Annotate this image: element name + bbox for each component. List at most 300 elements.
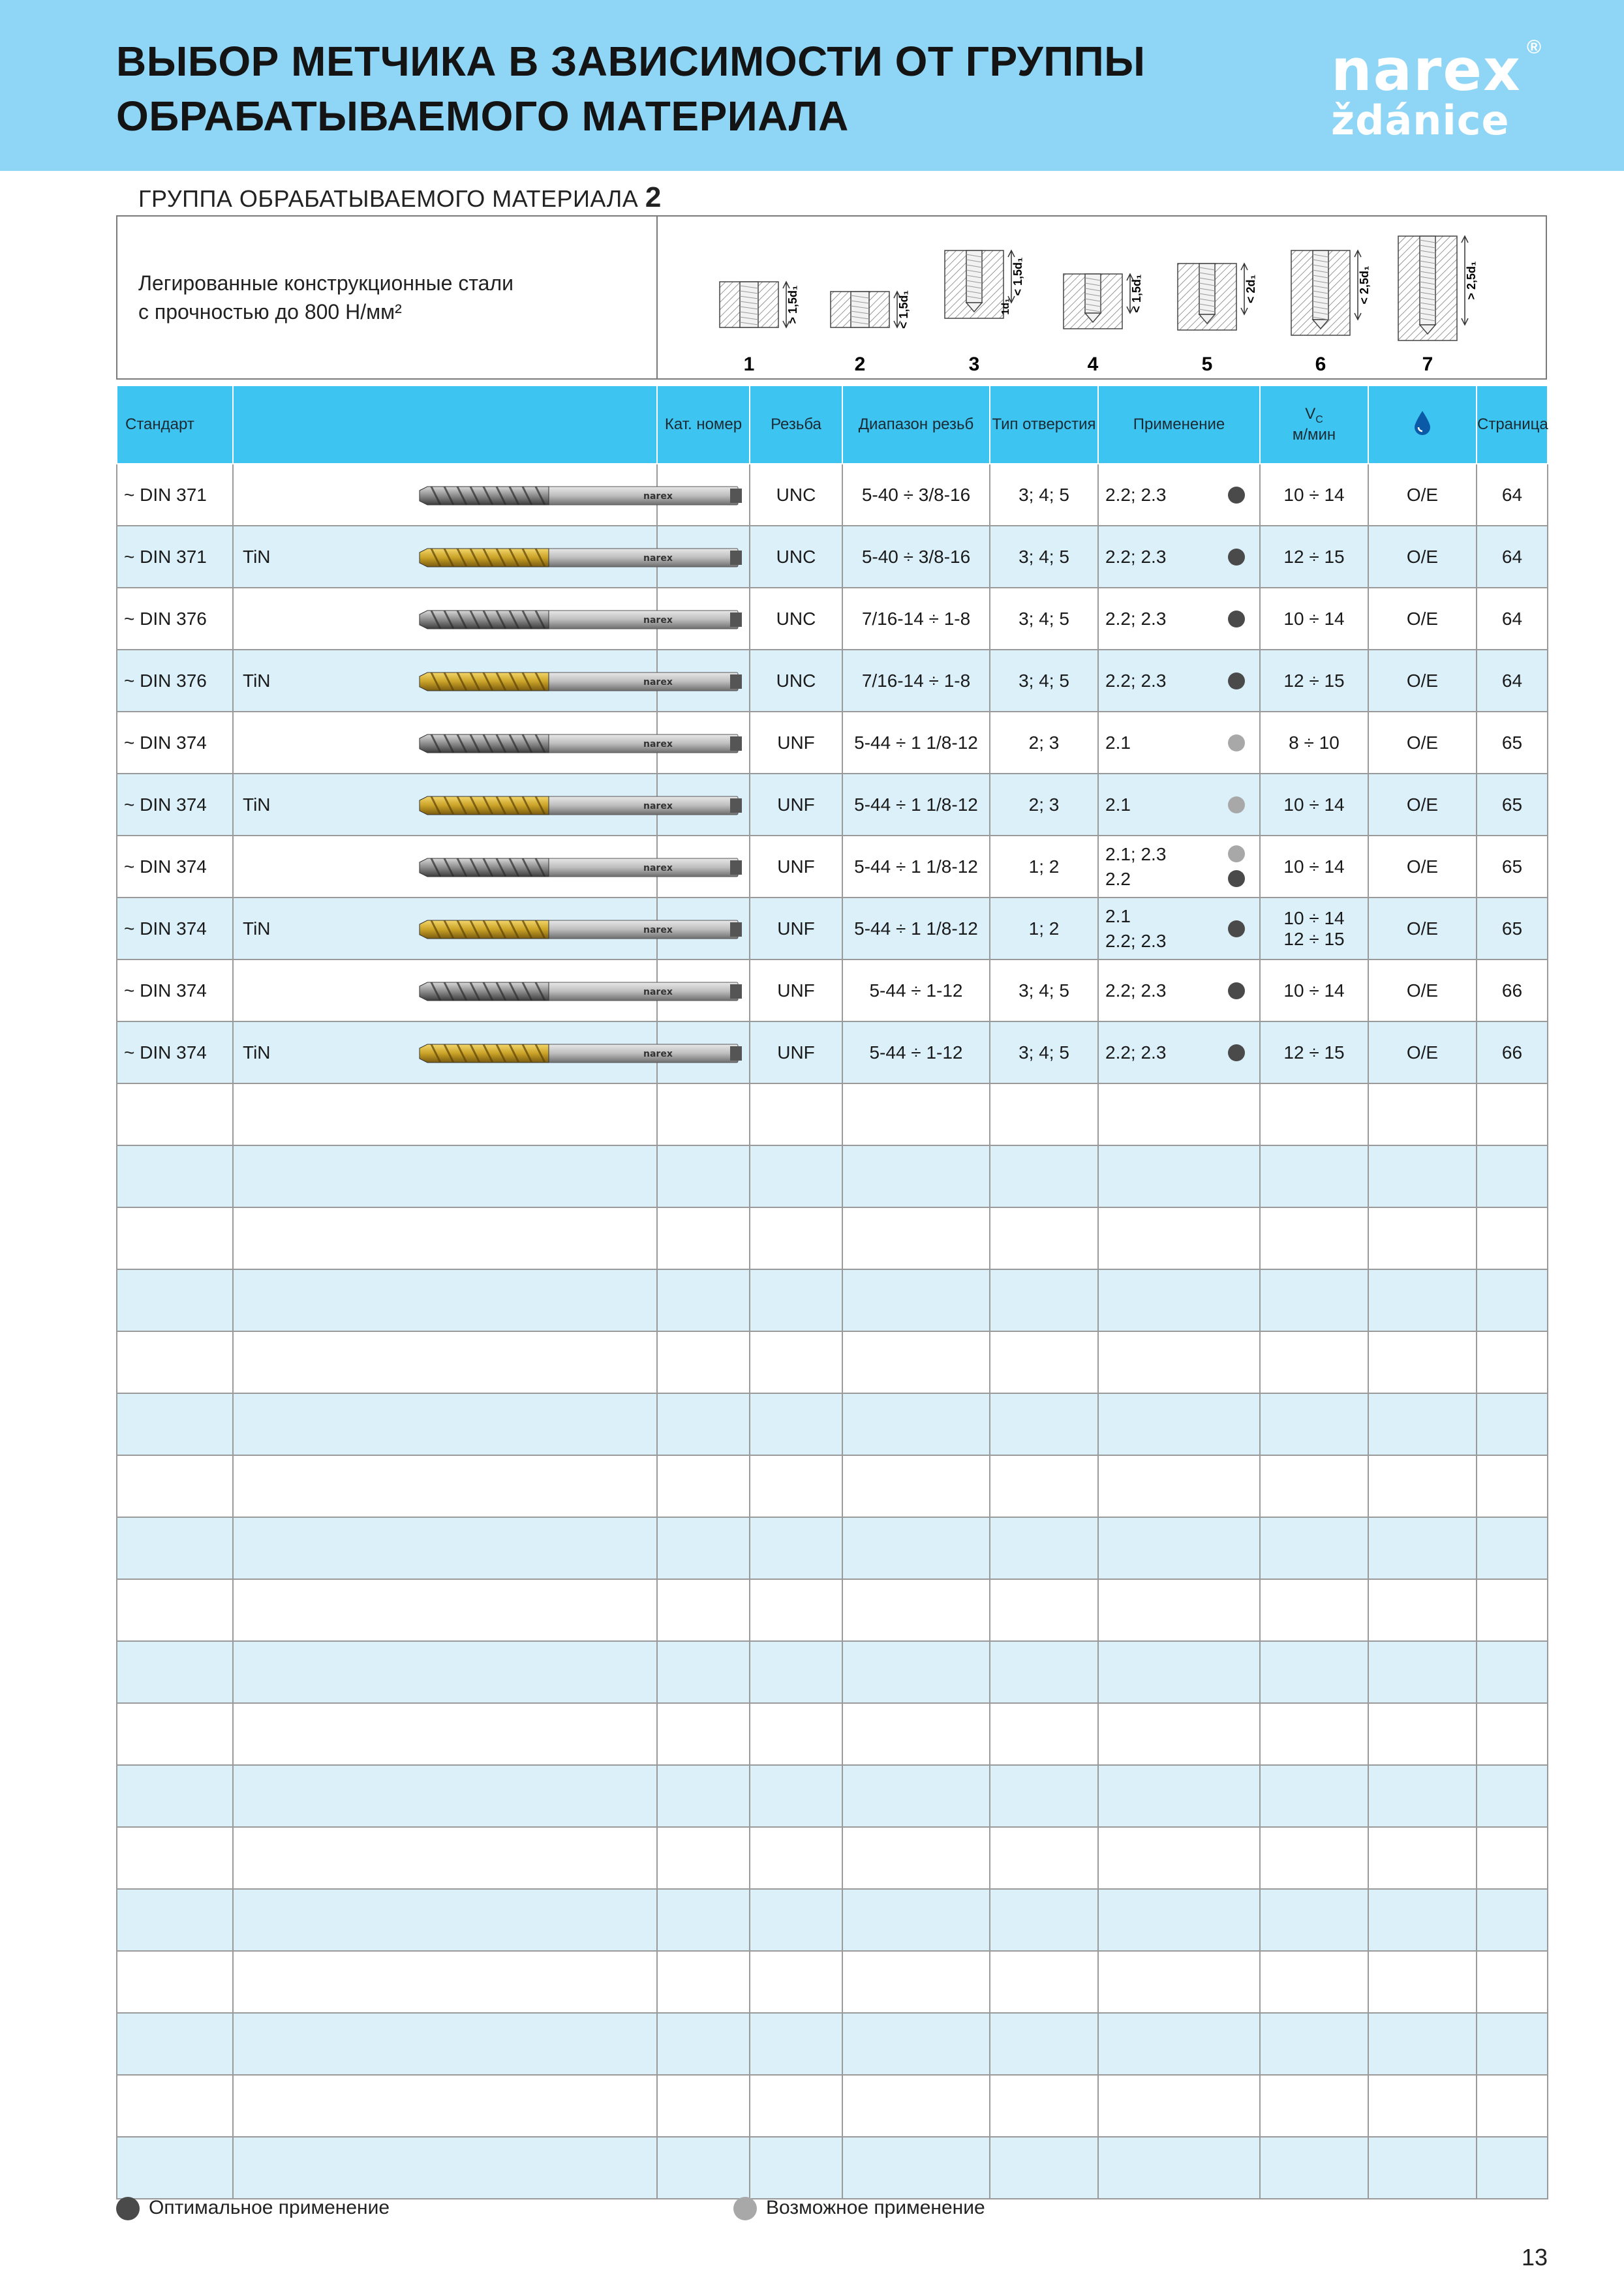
cell-coolant: O/E [1368, 526, 1477, 588]
cell-coolant [1368, 1641, 1477, 1703]
cell-standard [117, 1083, 233, 1145]
cell-coolant [1368, 1951, 1477, 2013]
header-thread: Резьба [750, 385, 842, 464]
cell-coolant: O/E [1368, 588, 1477, 650]
cell-thread [750, 2137, 842, 2199]
hole-type-4 [1064, 274, 1133, 329]
cell-cat [657, 1269, 750, 1331]
cell-vc [1260, 1021, 1368, 1083]
cell-tap-image [331, 1641, 657, 1703]
optimal-dot [1228, 982, 1245, 999]
cell-coolant: O/E [1368, 464, 1477, 526]
cell-coating: TiN [233, 774, 331, 836]
cell-application [1098, 774, 1260, 836]
group-number: 2 [645, 181, 662, 213]
tap-brand-label: narex [643, 739, 673, 749]
cell-thread [750, 1455, 842, 1517]
hole-type-number: 7 [1422, 354, 1433, 375]
cell-coating: TiN [233, 1021, 331, 1083]
table-row [117, 836, 1548, 898]
cell-cat [657, 1889, 750, 1951]
cell-range [842, 1827, 990, 1889]
cell-hole: 2; 3 [990, 712, 1098, 774]
cell-vc [1260, 836, 1368, 898]
table-row [117, 1145, 1548, 1207]
cell-cat [657, 1393, 750, 1455]
cell-application [1098, 1083, 1260, 1145]
optimal-dot [1228, 1044, 1245, 1061]
tap-tool-image [418, 793, 744, 819]
cell-range: 5-40 ÷ 3/8-16 [842, 464, 990, 526]
cell-vc [1260, 588, 1368, 650]
hole-dimension-label: > 1,5d₁ [786, 285, 799, 324]
cell-page [1477, 1083, 1548, 1145]
cell-standard [117, 1517, 233, 1579]
cell-coating: TiN [233, 526, 331, 588]
cell-coating [233, 712, 331, 774]
cell-coating [233, 1269, 331, 1331]
cell-page [1477, 1889, 1548, 1951]
cell-standard [117, 1765, 233, 1827]
cell-range [842, 1083, 990, 1145]
cell-vc [1260, 959, 1368, 1021]
cell-vc [1260, 1827, 1368, 1889]
cell-standard: ~ DIN 374 [117, 712, 233, 774]
cell-hole: 3; 4; 5 [990, 1021, 1098, 1083]
cell-application [1098, 2013, 1260, 2075]
cell-range: 5-44 ÷ 1 1/8-12 [842, 712, 990, 774]
cell-application [1098, 1951, 1260, 2013]
cell-page [1477, 2137, 1548, 2199]
cell-tap-image [331, 1331, 657, 1393]
cell-application [1098, 836, 1260, 898]
cell-standard [117, 1393, 233, 1455]
cell-tap-image [331, 1827, 657, 1889]
application-line-1: 2.1 [1105, 905, 1131, 926]
cell-tap-image [331, 1703, 657, 1765]
cell-application [1098, 1517, 1260, 1579]
cell-coolant: O/E [1368, 898, 1477, 959]
cell-cat [657, 1579, 750, 1641]
optimal-dot [1228, 487, 1245, 504]
material-group-label [138, 181, 662, 214]
cell-application [1098, 464, 1260, 526]
hole-type-number: 4 [1087, 354, 1099, 375]
hole-type-number: 1 [743, 354, 755, 375]
cell-page [1477, 1517, 1548, 1579]
cell-coolant [1368, 1331, 1477, 1393]
material-desc-line-2: с прочностью до 800 Н/мм² [138, 300, 402, 324]
cell-coating [233, 1951, 331, 2013]
cell-thread [750, 1641, 842, 1703]
table-row [117, 526, 1548, 588]
cell-standard [117, 1207, 233, 1269]
cell-coating [233, 1083, 331, 1145]
cell-coating [233, 1641, 331, 1703]
cell-coolant [1368, 1269, 1477, 1331]
cell-vc [1260, 898, 1368, 959]
hole-dimension-label: < 1,5d₁ [1011, 257, 1024, 296]
cell-page: 65 [1477, 712, 1548, 774]
cell-range [842, 1269, 990, 1331]
cell-tap-image [331, 836, 673, 898]
cell-range [842, 1331, 990, 1393]
cell-coolant: O/E [1368, 712, 1477, 774]
cell-coating [233, 1517, 331, 1579]
cell-tap-image [331, 2137, 657, 2199]
cell-thread: UNF [750, 1021, 842, 1083]
hole-type-number: 2 [854, 354, 866, 375]
cell-application [1098, 1393, 1260, 1455]
header-blank [233, 385, 657, 464]
header-vc [1260, 385, 1368, 464]
cell-cat [657, 1951, 750, 2013]
cell-standard [117, 1331, 233, 1393]
header-hole: Тип отверстия [990, 385, 1098, 464]
cell-application [1098, 1827, 1260, 1889]
cell-page [1477, 1641, 1548, 1703]
application-line-1: 2.2; 2.3 [1105, 980, 1167, 1001]
cell-page: 65 [1477, 774, 1548, 836]
vc-line-1: 10 ÷ 14 [1283, 980, 1345, 1001]
cell-hole [990, 2075, 1098, 2137]
cell-page: 64 [1477, 650, 1548, 712]
table-row [117, 959, 1548, 1021]
header-page: Страница [1477, 385, 1548, 464]
cell-application [1098, 1145, 1260, 1207]
cell-range [842, 1455, 990, 1517]
hole-type-number: 6 [1315, 354, 1326, 375]
table-row [117, 1641, 1548, 1703]
cell-thread [750, 1765, 842, 1827]
cell-thread [750, 1269, 842, 1331]
header-coolant [1368, 385, 1477, 464]
optimal-dot [1228, 611, 1245, 627]
table-row [117, 2137, 1548, 2199]
application-line-1: 2.2; 2.3 [1105, 546, 1167, 567]
optimal-dot [1228, 870, 1245, 887]
cell-hole [990, 1331, 1098, 1393]
cell-thread: UNF [750, 836, 842, 898]
cell-coolant [1368, 1393, 1477, 1455]
cell-tap-image [331, 712, 673, 774]
cell-hole [990, 1703, 1098, 1765]
cell-coolant [1368, 1145, 1477, 1207]
cell-page: 64 [1477, 588, 1548, 650]
cell-hole [990, 1207, 1098, 1269]
cell-cat [657, 1207, 750, 1269]
cell-range [842, 1145, 990, 1207]
table-row [117, 1517, 1548, 1579]
cell-range [842, 1951, 990, 2013]
cell-tap-image [331, 1951, 657, 2013]
cell-hole: 2; 3 [990, 774, 1098, 836]
cell-application [1098, 1269, 1260, 1331]
cell-coating: TiN [233, 650, 331, 712]
header-band [0, 0, 1624, 171]
tap-brand-label: narex [643, 987, 673, 997]
tap-selection-table [116, 385, 1548, 2199]
cell-coolant: O/E [1368, 836, 1477, 898]
hole-types-svg [658, 217, 1547, 378]
cell-coating [233, 1703, 331, 1765]
cell-thread [750, 1579, 842, 1641]
cell-hole: 3; 4; 5 [990, 588, 1098, 650]
vc-line-1: 8 ÷ 10 [1289, 732, 1340, 753]
cell-cat [657, 1331, 750, 1393]
cell-range: 5-40 ÷ 3/8-16 [842, 526, 990, 588]
cell-tap-image [331, 1145, 657, 1207]
cell-hole [990, 1641, 1098, 1703]
cell-standard [117, 1269, 233, 1331]
cell-cat [657, 1827, 750, 1889]
cell-standard [117, 1579, 233, 1641]
cell-application [1098, 1579, 1260, 1641]
cell-page [1477, 1703, 1548, 1765]
cell-application [1098, 1765, 1260, 1827]
cell-coating [233, 1455, 331, 1517]
table-row [117, 1765, 1548, 1827]
cell-vc [1260, 526, 1368, 588]
possible-dot [1228, 845, 1245, 862]
header-standard: Стандарт [117, 385, 233, 464]
cell-coolant [1368, 1517, 1477, 1579]
cell-vc [1260, 2137, 1368, 2199]
cell-hole [990, 1269, 1098, 1331]
vc-line-1: 10 ÷ 14 [1283, 484, 1345, 505]
cell-cat [657, 2137, 750, 2199]
cell-application [1098, 1703, 1260, 1765]
hole-type-diagrams [658, 217, 1547, 378]
cell-range: 5-44 ÷ 1 1/8-12 [842, 774, 990, 836]
cell-cat [657, 2013, 750, 2075]
logo-text-zdanice: ždánice [1331, 97, 1510, 144]
hole-dimension-label: > 2,5d₁ [1465, 261, 1478, 300]
cell-standard [117, 1827, 233, 1889]
cell-thread: UNF [750, 959, 842, 1021]
cell-page [1477, 1827, 1548, 1889]
cell-coolant [1368, 2075, 1477, 2137]
table-row [117, 1455, 1548, 1517]
cell-range: 7/16-14 ÷ 1-8 [842, 650, 990, 712]
table-row [117, 588, 1548, 650]
vc-line-1: 12 ÷ 15 [1283, 546, 1345, 567]
hole-type-7 [1398, 236, 1468, 340]
cell-hole [990, 1517, 1098, 1579]
cell-range [842, 1579, 990, 1641]
cell-application [1098, 588, 1260, 650]
optimal-dot [1228, 549, 1245, 566]
hole-type-6 [1291, 250, 1361, 335]
group-label-text: ГРУППА ОБРАБАТЫВАЕМОГО МАТЕРИАЛА [138, 185, 639, 212]
cell-page [1477, 1145, 1548, 1207]
vc-unit: м/мин [1292, 425, 1336, 444]
cell-standard [117, 1145, 233, 1207]
application-line-1: 2.2; 2.3 [1105, 484, 1167, 505]
table-body [117, 464, 1548, 2199]
cell-tap-image [331, 1083, 657, 1145]
tap-brand-label: narex [643, 677, 673, 687]
cell-application [1098, 712, 1260, 774]
cell-range: 5-44 ÷ 1-12 [842, 959, 990, 1021]
cell-tap-image [331, 1455, 657, 1517]
cell-thread [750, 1145, 842, 1207]
hole-dimension-label: < 1,5d₁ [1130, 274, 1143, 313]
cell-vc [1260, 1269, 1368, 1331]
cell-range: 5-44 ÷ 1 1/8-12 [842, 898, 990, 959]
possible-dot [1228, 796, 1245, 813]
material-description [138, 269, 513, 326]
cell-standard: ~ DIN 371 [117, 526, 233, 588]
cell-coating [233, 588, 331, 650]
cell-page [1477, 1455, 1548, 1517]
cell-coating [233, 1579, 331, 1641]
cell-thread: UNC [750, 526, 842, 588]
cell-coating [233, 1207, 331, 1269]
tap-brand-label: narex [643, 1049, 673, 1059]
cell-cat [657, 1517, 750, 1579]
table-row [117, 774, 1548, 836]
cell-thread [750, 1951, 842, 2013]
cell-thread [750, 1207, 842, 1269]
cell-coolant [1368, 1765, 1477, 1827]
cell-application [1098, 959, 1260, 1021]
cell-tap-image [331, 588, 673, 650]
cell-coolant: O/E [1368, 959, 1477, 1021]
cell-vc [1260, 1765, 1368, 1827]
cell-vc [1260, 1393, 1368, 1455]
cell-coating [233, 2075, 331, 2137]
cell-vc [1260, 774, 1368, 836]
cell-hole [990, 1455, 1098, 1517]
tap-tool-image [418, 607, 744, 633]
hole-dimension-label: < 2d₁ [1244, 275, 1257, 303]
table-row [117, 898, 1548, 959]
cell-tap-image [331, 1021, 673, 1083]
cell-range [842, 1207, 990, 1269]
table-header-row [117, 385, 1548, 464]
cell-tap-image [331, 464, 673, 526]
cell-vc [1260, 1207, 1368, 1269]
cell-thread [750, 1517, 842, 1579]
application-line-2: 2.2 [1105, 868, 1131, 889]
cell-coolant [1368, 1207, 1477, 1269]
cell-page [1477, 1331, 1548, 1393]
cell-standard [117, 1703, 233, 1765]
cell-cat [657, 1703, 750, 1765]
title-line-1: ВЫБОР МЕТЧИКА В ЗАВИСИМОСТИ ОТ ГРУППЫ [116, 38, 1146, 85]
cell-hole [990, 2137, 1098, 2199]
cell-tap-image [331, 2013, 657, 2075]
cell-vc [1260, 1951, 1368, 2013]
table-row [117, 1269, 1548, 1331]
cell-tap-image [331, 1765, 657, 1827]
cell-vc [1260, 2013, 1368, 2075]
hole-type-1 [720, 282, 789, 327]
cell-range: 5-44 ÷ 1 1/8-12 [842, 836, 990, 898]
hole-dimension-label-2: 1d₁ [1000, 298, 1011, 315]
cell-thread: UNC [750, 650, 842, 712]
cell-range [842, 2137, 990, 2199]
cell-standard [117, 2137, 233, 2199]
cell-coating [233, 959, 331, 1021]
vc-line-2: 12 ÷ 15 [1283, 928, 1345, 949]
cell-page [1477, 1765, 1548, 1827]
cell-range [842, 2013, 990, 2075]
cell-standard: ~ DIN 371 [117, 464, 233, 526]
cell-tap-image [331, 1393, 657, 1455]
cell-thread [750, 1393, 842, 1455]
cell-hole [990, 1083, 1098, 1145]
material-desc-line-1: Легированные конструкционные стали [138, 271, 513, 295]
cell-page: 65 [1477, 836, 1548, 898]
cell-coolant: O/E [1368, 774, 1477, 836]
cell-coating [233, 2137, 331, 2199]
cell-tap-image [331, 1517, 657, 1579]
tap-tool-image [418, 731, 744, 757]
cell-standard: ~ DIN 374 [117, 898, 233, 959]
cell-coating [233, 1145, 331, 1207]
logo-text-narex: narex [1331, 37, 1522, 104]
cell-hole: 1; 2 [990, 898, 1098, 959]
cell-standard: ~ DIN 374 [117, 959, 233, 1021]
cell-tap-image [331, 526, 673, 588]
cell-hole [990, 1765, 1098, 1827]
cell-page [1477, 2013, 1548, 2075]
cell-coolant [1368, 1083, 1477, 1145]
cell-vc [1260, 1517, 1368, 1579]
cell-coolant [1368, 1827, 1477, 1889]
cell-thread: UNC [750, 464, 842, 526]
cell-tap-image [331, 1269, 657, 1331]
table-row [117, 2013, 1548, 2075]
table-row [117, 650, 1548, 712]
cell-hole: 3; 4; 5 [990, 650, 1098, 712]
cell-application [1098, 1641, 1260, 1703]
cell-cat [657, 1145, 750, 1207]
table-row [117, 1207, 1548, 1269]
application-line-1: 2.2; 2.3 [1105, 670, 1167, 691]
cell-tap-image [331, 2075, 657, 2137]
tap-brand-label: narex [643, 801, 673, 811]
tap-tool-image [418, 854, 744, 881]
cell-thread: UNF [750, 774, 842, 836]
cell-coolant [1368, 1703, 1477, 1765]
cell-application [1098, 2075, 1260, 2137]
application-line-1: 2.1; 2.3 [1105, 843, 1167, 864]
cell-thread: UNC [750, 588, 842, 650]
hole-type-number: 3 [968, 354, 980, 375]
legend-optimal [116, 2197, 390, 2220]
vc-line-1: 10 ÷ 14 [1283, 907, 1345, 928]
cell-coating [233, 836, 331, 898]
cell-vc [1260, 1331, 1368, 1393]
legend-optimal-text: Оптимальное применение [149, 2197, 390, 2218]
table-row [117, 1889, 1548, 1951]
tap-tool-image [418, 483, 744, 509]
cell-standard: ~ DIN 376 [117, 588, 233, 650]
optimal-dot [1228, 920, 1245, 937]
cell-coolant [1368, 1889, 1477, 1951]
tap-brand-label: narex [643, 863, 673, 873]
vc-line-1: 12 ÷ 15 [1283, 1042, 1345, 1063]
cell-page: 66 [1477, 959, 1548, 1021]
cell-range [842, 1889, 990, 1951]
cell-thread [750, 1827, 842, 1889]
cell-tap-image [331, 650, 673, 712]
cell-hole [990, 2013, 1098, 2075]
cell-coolant [1368, 1455, 1477, 1517]
